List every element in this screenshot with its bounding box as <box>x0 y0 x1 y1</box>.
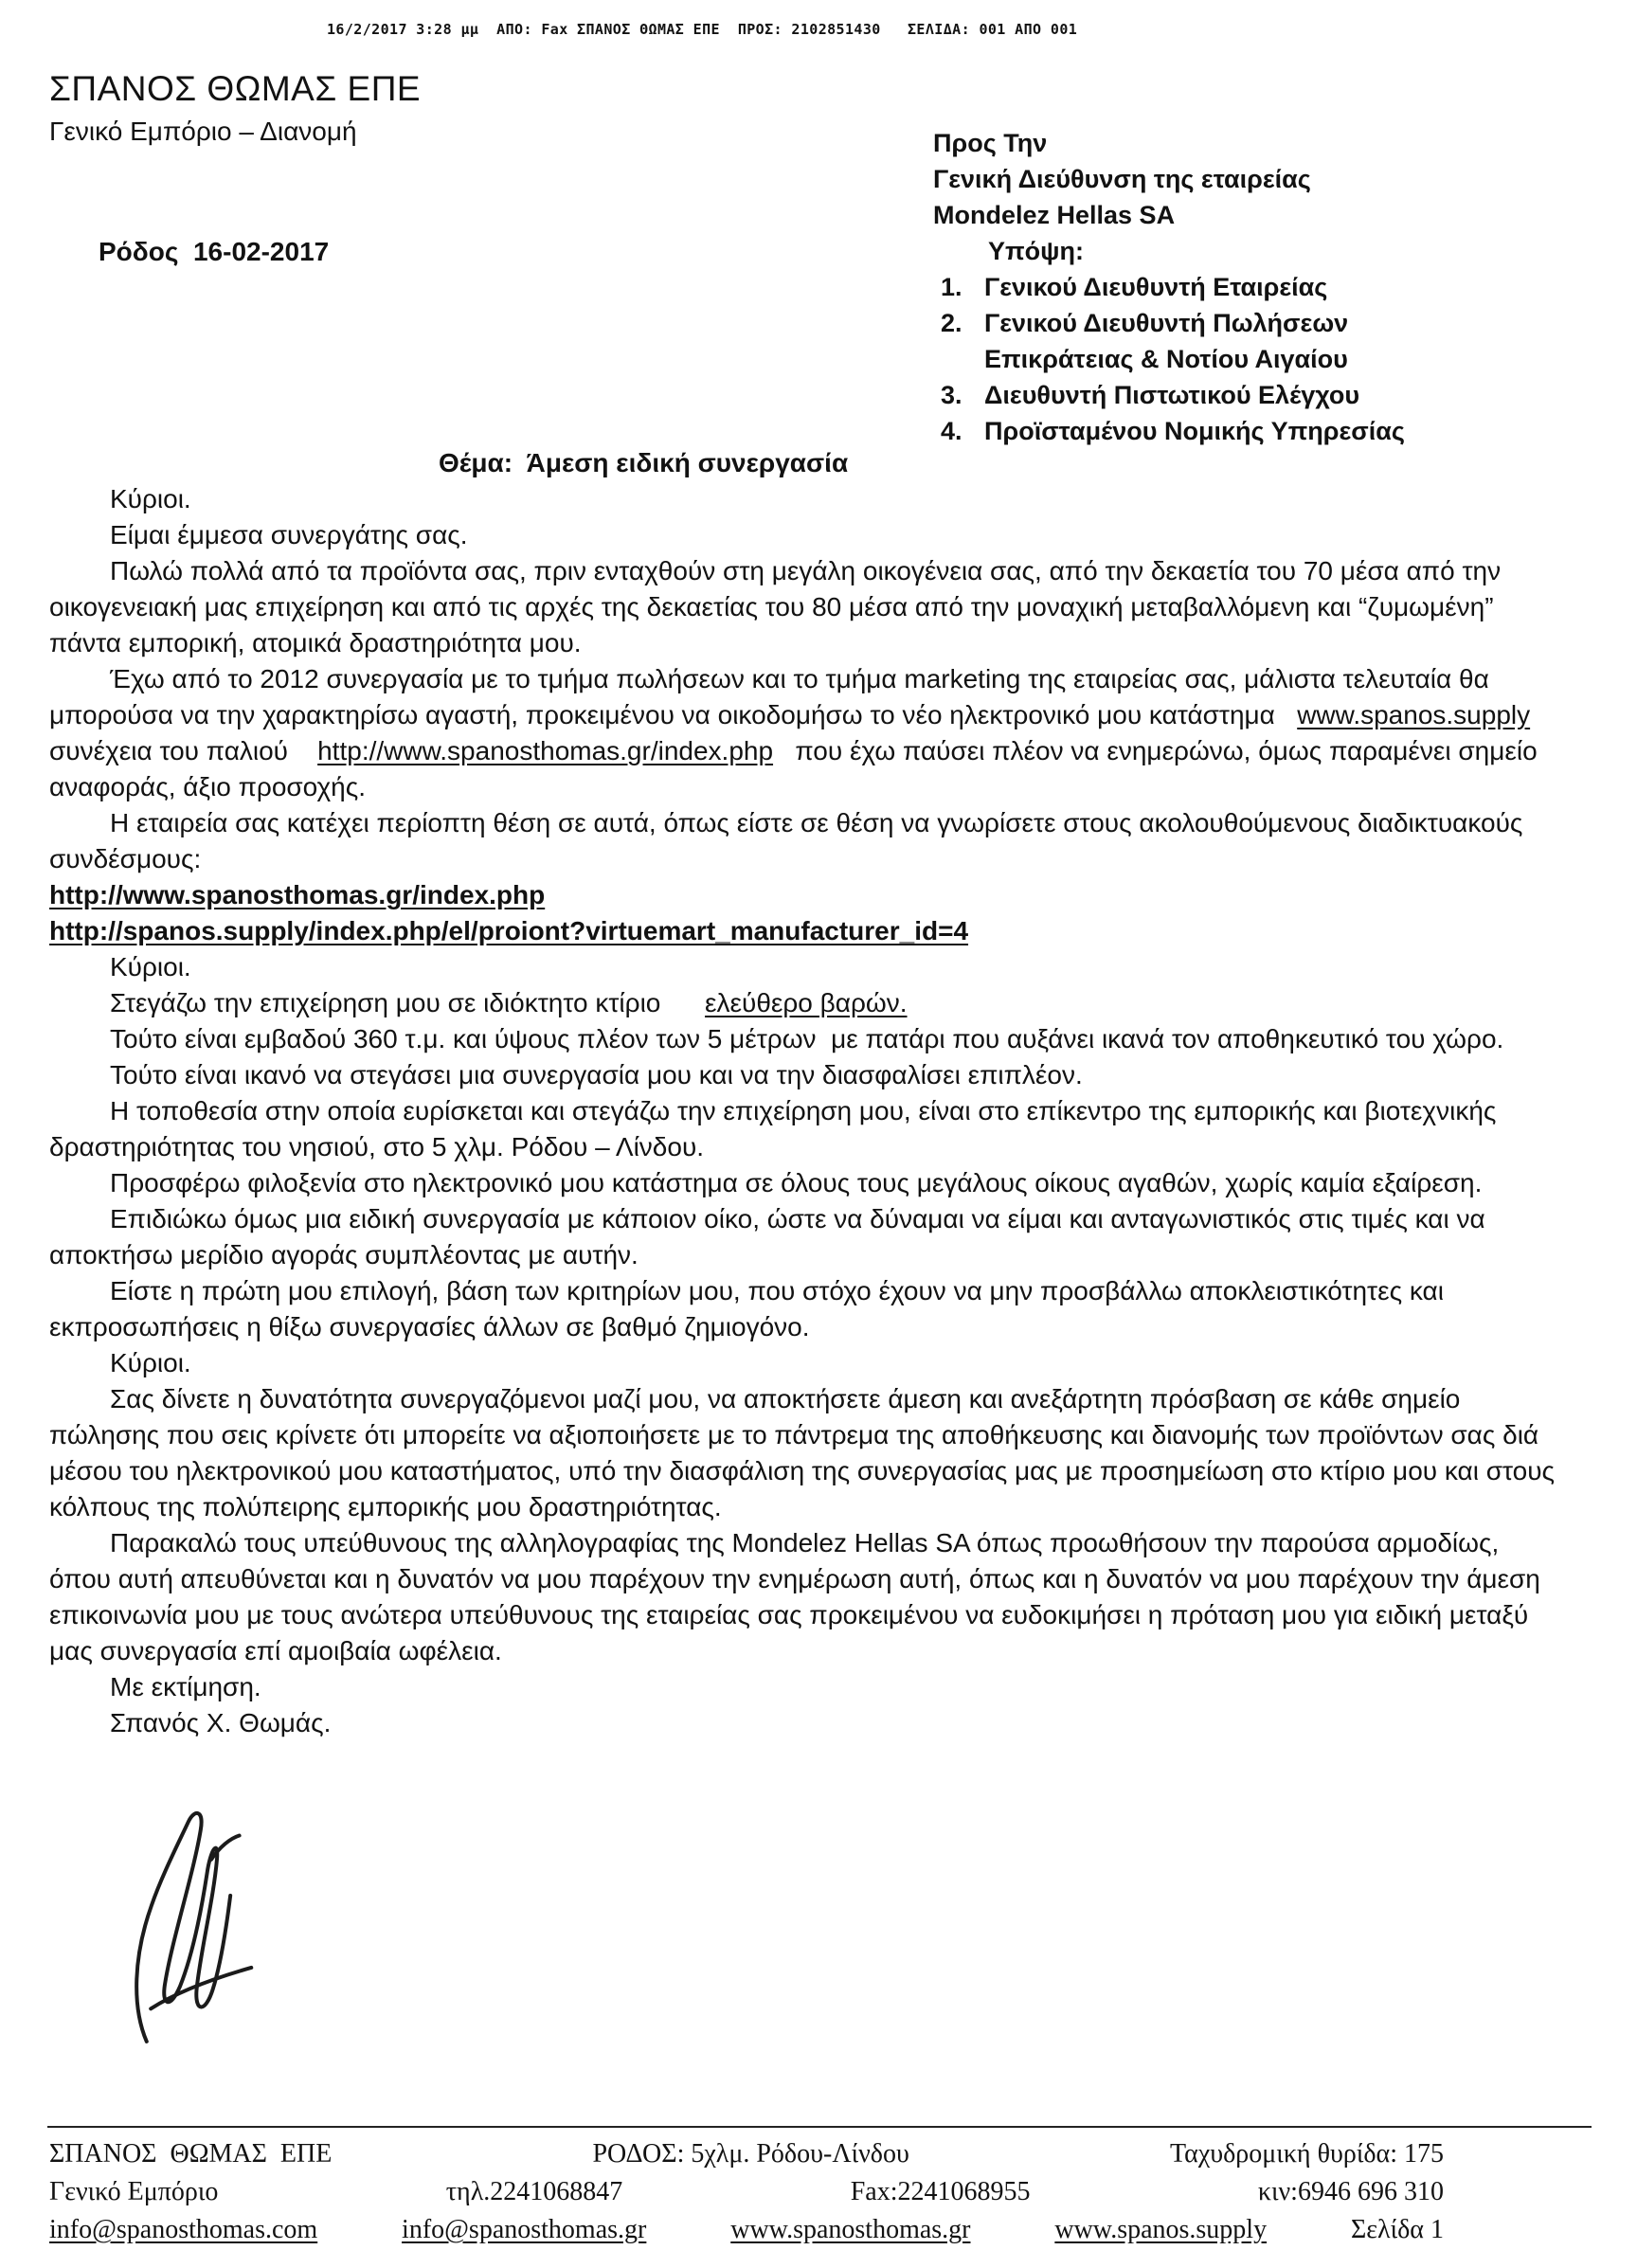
body-paragraph <box>49 1273 1565 1345</box>
footer-cell: Σελίδα 1 <box>1350 2215 1444 2244</box>
body-paragraph <box>49 913 1565 949</box>
body-paragraph <box>49 1021 1565 1057</box>
attention-item-number: 1. <box>941 273 962 301</box>
fax-transmission-header: 16/2/2017 3:28 μμ ΑΠΟ: Fax ΣΠΑΝΟΣ ΘΩΜΑΣ ΕΠΕ ΠΡΟΣ: 2102851430 ΣΕΛΙΔΑ: 001 ΑΠΟ 001 <box>327 21 1078 38</box>
handwritten-signature <box>104 1805 284 2042</box>
body-paragraph <box>49 1093 1565 1165</box>
paragraph-text: Τούτο είναι εμβαδού 360 τ.μ. και ύψους πλέον των 5 μέτρων με πατάρι που αυξάνει ικανά τον αποθηκευτικό του χώρο. <box>110 1024 1504 1053</box>
attention-list <box>933 269 1502 449</box>
footer-link: www.spanosthomas.gr <box>730 2215 971 2244</box>
footer-link: info@spanosthomas.gr <box>402 2215 647 2244</box>
attention-item-text: Προϊσταμένου Νομικής Υπηρεσίας <box>984 417 1405 445</box>
paragraph-text: Προσφέρω φιλοξενία στο ηλεκτρονικό μου κατάστημα σε όλους τους μεγάλους οίκους αγαθών, χωρίς καμία εξαίρεση. <box>110 1168 1483 1197</box>
footer-link: www.spanos.supply <box>1054 2215 1268 2244</box>
paragraph-text: ελεύθερο βαρών. <box>705 988 908 1017</box>
page-footer <box>49 2135 1444 2249</box>
paragraph-text: που έχω παύσει πλέον να ενημερώνω, όμως παραμένει σημείο αναφοράς, άξιο προσοχής. <box>49 736 1538 801</box>
footer-cell: Ταχυδρομική θυρίδα: 175 <box>1169 2139 1444 2169</box>
footer-cell: ΡΟΔΟΣ: 5χλμ. Ρόδου-Λίνδου <box>592 2139 909 2169</box>
company-name: ΣΠΑΝΟΣ ΘΩΜΑΣ ΕΠΕ <box>49 69 422 108</box>
body-paragraph <box>49 985 1565 1021</box>
link-text: http://www.spanosthomas.gr/index.php <box>317 736 774 765</box>
body-paragraph <box>49 1381 1565 1525</box>
attention-item <box>933 305 1502 341</box>
letter-date: Ρόδος 16-02-2017 <box>99 237 330 266</box>
paragraph-text: Τούτο είναι ικανό να στεγάσει μια συνεργασία μου και να την διασφαλίσει επιπλέον. <box>110 1060 1083 1089</box>
footer-row-3 <box>49 2211 1444 2249</box>
body-paragraph <box>49 1525 1565 1669</box>
attention-label: Υπόψη: <box>988 237 1084 265</box>
attention-item-text: Γενικού Διευθυντή Πωλήσεων <box>984 309 1349 337</box>
attention-item <box>933 341 1502 377</box>
company-tagline: Γενικό Εμπόριο – Διανομή <box>49 117 357 146</box>
paragraph-text: Σας δίνετε η δυνατότητα συνεργαζόμενοι μαζί μου, να αποκτήσετε άμεση και ανεξάρτητη πρόσβαση σε κάθε σημείο πώλησης που σεις κρίνετε ότι μπορείτε να αξιοποιήσετε με το πάντρεμα της αποθήκευσης και διανομής των προϊόντων σας διά μέσου του ηλεκτρονικού μου καταστήματος, υπό την διασφάλιση της συνεργασίας μας με προσημείωση στο κτίριο μου και στους κόλπους της πολύπειρης εμπορικής μου δραστηριότητας. <box>49 1384 1556 1521</box>
body-paragraph <box>49 1669 1565 1705</box>
subject-line: Θέμα: Άμεση ειδική συνεργασία <box>439 448 849 477</box>
footer-cell: Γενικό Εμπόριο <box>49 2177 219 2206</box>
body-paragraph <box>49 1057 1565 1093</box>
attention-item-text: Επικράτειας & Νοτίου Αιγαίου <box>984 345 1348 373</box>
paragraph-text: Η εταιρεία σας κατέχει περίοπτη θέση σε αυτά, όπως είστε σε θέση να γνωρίσετε στους ακολουθούμενους διαδικτυακούς συνδέσμους: <box>49 808 1523 873</box>
footer-cell: κιν:6946 696 310 <box>1257 2177 1444 2206</box>
footer-cell: ΣΠΑΝΟΣ ΘΩΜΑΣ ΕΠΕ <box>49 2139 333 2169</box>
paragraph-text: Πωλώ πολλά από τα προϊόντα σας, πριν ενταχθούν στη μεγάλη οικογένεια σας, από την δεκαετία του 70 μέσα από την οικογενειακή μας επιχείρηση και από τις αρχές της δεκαετίας του 80 μέσα από την μοναχική μεταβαλλόμενη και “ζυμωμένη” πάντα εμπορική, ατομικά δραστηριότητα μου. <box>49 556 1502 657</box>
paragraph-text: Σπανός Χ. Θωμάς. <box>110 1708 332 1737</box>
paragraph-text: Παρακαλώ τους υπεύθυνους της αλληλογραφίας της Mondelez Hellas SA όπως προωθήσουν την παρούσα αρμοδίως, όπου αυτή απευθύνεται και η δυνατόν να μου παρέχουν την ενημέρωση αυτή, όπως και η δυνατόν να μου παρέχουν την άμεση επικοινωνία μου με τους ανώτερα υπεύθυνους της εταιρείας σας προκειμένου να ευδοκιμήσει η πρόταση μου για ειδική μεταξύ μας συνεργασία επί αμοιβαία ωφέλεια. <box>49 1528 1540 1665</box>
footer-divider <box>47 2126 1592 2128</box>
paragraph-text: Έχω από το 2012 συνεργασία με το τμήμα πωλήσεων και το τμήμα marketing της εταιρείας σας, μάλιστα τελευταία θα μπορούσα να την χαρακτηρίσω αγαστή, προκειμένου να οικοδομήσω το νέο ηλεκτρονικό μου κατάστημα <box>49 664 1489 729</box>
paragraph-text: Είστε η πρώτη μου επιλογή, βάση των κριτηρίων μου, που στόχο έχουν να μην προσβάλλω αποκλειστικότητες και εκπροσωπήσεις η θίξω συνεργασίες άλλων σε βαθμό ζημιογόνο. <box>49 1276 1444 1341</box>
link-text: www.spanos.supply <box>1297 700 1531 729</box>
attention-item-number: 4. <box>941 417 962 445</box>
attention-item-text: Γενικού Διευθυντή Εταιρείας <box>984 273 1328 301</box>
attention-item <box>933 269 1502 305</box>
footer-row-2 <box>49 2173 1444 2211</box>
attention-item-number: 3. <box>941 381 962 409</box>
body-paragraph <box>49 877 1565 913</box>
body-paragraph <box>49 1705 1565 1741</box>
recipient-direction-line: Γενική Διεύθυνση της εταιρείας <box>933 165 1311 193</box>
body-paragraph <box>49 481 1565 517</box>
recipient-company-line: Mondelez Hellas SA <box>933 201 1176 229</box>
paragraph-text: Η τοποθεσία στην οποία ευρίσκεται και στεγάζω την επιχείρηση μου, είναι στο επίκεντρο της εμπορικής και βιοτεχνικής δραστηριότητας του νησιού, στο 5 χλμ. Ρόδου – Λίνδου. <box>49 1096 1497 1161</box>
footer-cell: Fax:2241068955 <box>850 2177 1031 2206</box>
body-paragraph <box>49 553 1565 661</box>
attention-item <box>933 377 1502 413</box>
body-paragraph <box>49 1165 1565 1201</box>
body-paragraph <box>49 949 1565 985</box>
letter-body <box>49 481 1565 1741</box>
paragraph-text: Στεγάζω την επιχείρηση μου σε ιδιόκτητο κτίριο <box>110 988 706 1017</box>
paragraph-text: Κύριοι. <box>110 1348 191 1377</box>
link-text: http://spanos.supply/index.php/el/proiont?virtuemart_manufacturer_id=4 <box>49 916 969 945</box>
footer-row-1 <box>49 2135 1444 2173</box>
paragraph-text: Κύριοι. <box>110 484 191 513</box>
attention-item-number: 2. <box>941 309 962 337</box>
link-text: http://www.spanosthomas.gr/index.php <box>49 880 546 909</box>
paragraph-text: συνέχεια του παλιού <box>49 700 1545 765</box>
body-paragraph <box>49 517 1565 553</box>
attention-item <box>933 413 1502 449</box>
recipient-block <box>933 125 1502 449</box>
letterhead <box>49 68 421 150</box>
paragraph-text: Επιδιώκω όμως μια ειδική συνεργασία με κάποιον οίκο, ώστε να δύναμαι να είμαι και ανταγωνιστικός στις τιμές και να αποκτήσω μερίδιο αγοράς συμπλέοντας με αυτήν. <box>49 1204 1485 1269</box>
recipient-to-line: Προς Την <box>933 129 1048 157</box>
footer-link: info@spanosthomas.com <box>49 2215 318 2244</box>
attention-item-number <box>941 341 984 377</box>
body-paragraph <box>49 805 1565 877</box>
attention-item-text: Διευθυντή Πιστωτικού Ελέγχου <box>984 381 1360 409</box>
body-paragraph <box>49 1201 1565 1273</box>
paragraph-text: Κύριοι. <box>110 952 191 981</box>
body-paragraph <box>49 661 1565 805</box>
paragraph-text: Με εκτίμηση. <box>110 1672 261 1701</box>
paragraph-text: Είμαι έμμεσα συνεργάτης σας. <box>110 520 468 549</box>
body-paragraph <box>49 1345 1565 1381</box>
footer-cell: τηλ.2241068847 <box>445 2177 623 2206</box>
